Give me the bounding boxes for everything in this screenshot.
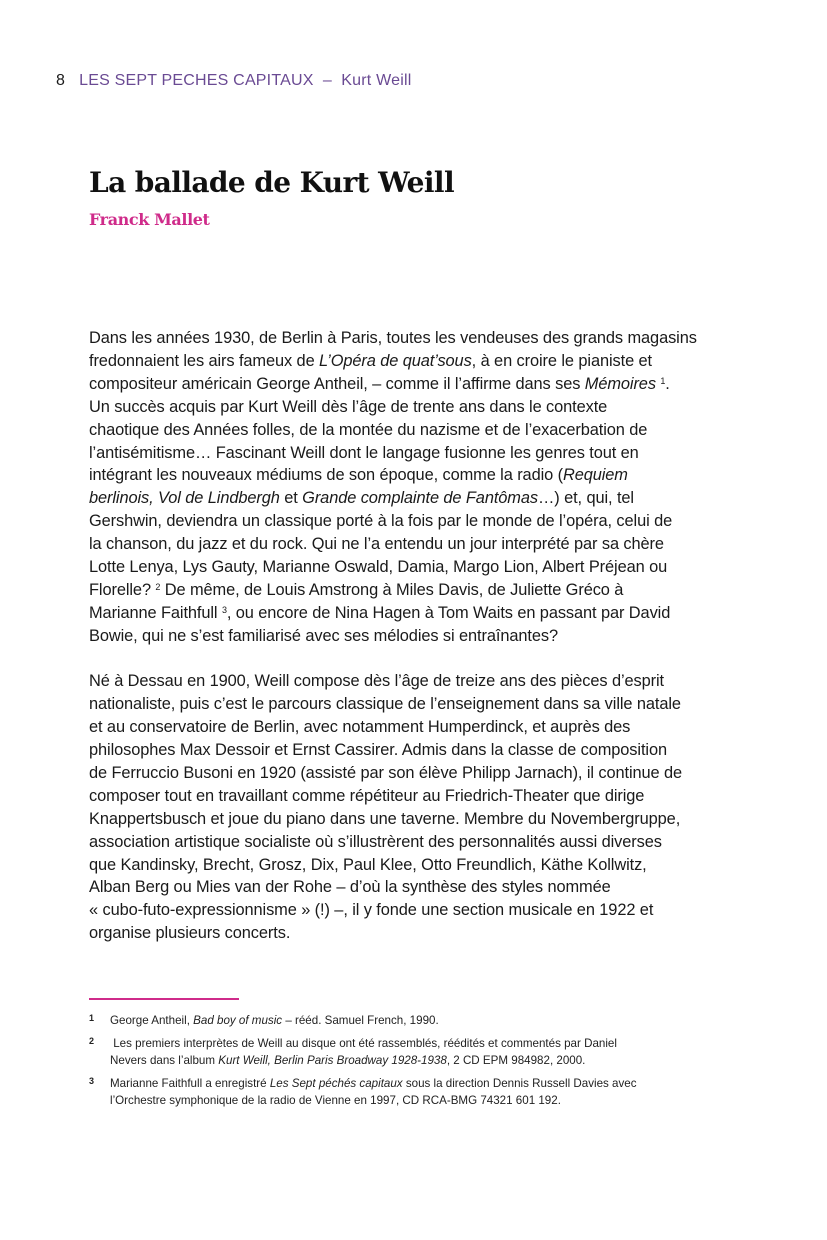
running-header — [56, 72, 411, 90]
body-line: Dans les années 1930, de Berlin à Paris, toutes les vendeuses des grands magasins — [89, 329, 697, 347]
body-line: Né à Dessau en 1900, Weill compose dès l’âge de treize ans des pièces d’esprit — [89, 672, 665, 691]
section-title: LES SEPT PECHES CAPITAUX – Kurt Weill — [79, 72, 412, 89]
footnote — [89, 1013, 729, 1030]
text-run: compositeur américain George Antheil, – comme il l’affirme dans ses — [89, 374, 585, 393]
body-line — [89, 464, 749, 487]
article-author: Franck Mallet — [89, 210, 210, 229]
body-line: Bowie, qui ne s’est familiarisé avec ses mélodies si entraînantes? — [89, 626, 558, 645]
footnote-ref[interactable]: 2 — [155, 581, 161, 592]
body-line: Un succès acquis par Kurt Weill dès l’âge de trente ans dans le contexte — [89, 397, 608, 416]
footnote-text — [110, 1036, 729, 1069]
body-line: philosophes Max Dessoir et Ernst Cassirer. Admis dans la classe de composition — [89, 741, 667, 759]
body-line: association artistique socialiste où s’illustrèrent des personnalités aussi diverses — [89, 832, 662, 851]
body-line — [89, 602, 749, 625]
footnote-line — [110, 1013, 729, 1030]
text-run: Marianne Faithfull — [89, 603, 222, 622]
footnote-line: l’Orchestre symphonique de la radio de Vienne en 1997, CD RCA-BMG 74321 601 192. — [110, 1093, 561, 1107]
footnote-number: 2 — [89, 1036, 95, 1046]
body-line: et au conservatoire de Berlin, avec notamment Humperdinck, et auprès des — [89, 718, 631, 737]
text-run: Marianne Faithfull a enregistré — [110, 1077, 270, 1090]
paragraph-2 — [89, 670, 749, 945]
work-title: Requiem — [562, 466, 628, 485]
footnote-line — [110, 1076, 729, 1093]
work-title: Grande complainte de Fantômas — [302, 489, 538, 508]
body-line: que Kandinsky, Brecht, Grosz, Dix, Paul Klee, Otto Freundlich, Käthe Kollwitz, — [89, 855, 647, 874]
text-run: …) et, qui, tel — [537, 489, 634, 508]
text-run: Florelle? — [89, 580, 156, 599]
body-line: « cubo-futo-expressionnisme » (!) –, il y fonde une section musicale en 1922 et — [89, 901, 654, 920]
footnote — [89, 1076, 729, 1109]
body-line: l’antisémitisme… Fascinant Weill dont le langage fusionne les genres tout en — [89, 443, 639, 462]
work-title: Les Sept péchés capitaux — [269, 1077, 403, 1090]
footnote-ref[interactable]: 3 — [221, 604, 227, 615]
body-line: Knappertsbusch et joue du piano dans une taverne. Membre du Novembergruppe, — [89, 809, 681, 828]
text-run: George Antheil, — [110, 1014, 194, 1027]
footnote-text — [110, 1076, 729, 1109]
text-run: Nevers dans l’album — [110, 1053, 219, 1067]
work-title: L’Opéra de quat’sous — [319, 351, 472, 370]
work-title: Kurt Weill, Berlin Paris Broadway 1928-1938 — [218, 1053, 447, 1067]
text-run: intégrant les nouveaux médiums de son époque, comme la radio ( — [89, 466, 563, 485]
work-title: Bad boy of music — [193, 1014, 283, 1027]
body-line — [89, 373, 749, 396]
text-run: , à en croire le pianiste et — [471, 351, 653, 370]
text-run: et — [279, 489, 303, 508]
work-title: berlinois, Vol de Lindbergh — [89, 489, 280, 508]
footnote-text — [110, 1013, 729, 1030]
body-line — [89, 579, 749, 602]
paragraph-gap — [89, 648, 749, 671]
footnote-line: Les premiers interprètes de Weill au disque ont été rassemblés, réédités et commentés par Daniel — [110, 1037, 617, 1050]
paragraph-1 — [89, 327, 749, 648]
text-run: De même, de Louis Amstrong à Miles Davis, de Juliette Gréco à — [160, 580, 624, 599]
body-line: Lotte Lenya, Lys Gauty, Marianne Oswald, Damia, Margo Lion, Albert Préjean ou — [89, 558, 668, 577]
footnote-line — [110, 1053, 729, 1070]
footnote — [89, 1036, 729, 1069]
text-run: sous la direction Dennis Russell Davies avec — [402, 1077, 637, 1090]
article-title: La ballade de Kurt Weill — [89, 166, 454, 199]
body-line — [89, 487, 749, 510]
work-title: Mémoires — [584, 374, 656, 393]
footnote-number: 3 — [89, 1076, 95, 1086]
footnote-ref[interactable]: 1 — [660, 375, 666, 386]
text-run: – rééd. Samuel French, 1990. — [282, 1014, 439, 1027]
body-line: la chanson, du jazz et du rock. Qui ne l’a entendu un jour interprété par sa chère — [89, 535, 664, 554]
article-body — [89, 327, 749, 945]
body-line: composer tout en travaillant comme répétiteur au Friedrich-Theater que dirige — [89, 786, 645, 805]
body-line: nationaliste, puis c’est le parcours classique de l’enseignement dans sa ville natale — [89, 695, 681, 714]
body-line — [89, 350, 749, 373]
body-line: organise plusieurs concerts. — [89, 924, 291, 943]
body-line: Gershwin, deviendra un classique porté à la fois par le monde de l’opéra, celui de — [89, 512, 673, 531]
text-run: , ou encore de Nina Hagen à Tom Waits en passant par David — [226, 603, 671, 622]
text-run: , 2 CD EPM 984982, 2000. — [446, 1053, 586, 1067]
text-run: fredonnaient les airs fameux de — [89, 351, 320, 370]
text-run: . — [665, 374, 670, 393]
body-line: Alban Berg ou Mies van der Rohe – d’où la synthèse des styles nommée — [89, 878, 611, 897]
body-line: de Ferruccio Busoni en 1920 (assisté par son élève Philipp Jarnach), il continue de — [89, 763, 683, 782]
footnote-number: 1 — [89, 1013, 95, 1023]
body-line: chaotique des Années folles, de la montée du nazisme et de l’exacerbation de — [89, 420, 648, 439]
footnote-separator — [89, 998, 239, 1000]
page-number: 8 — [56, 72, 66, 89]
